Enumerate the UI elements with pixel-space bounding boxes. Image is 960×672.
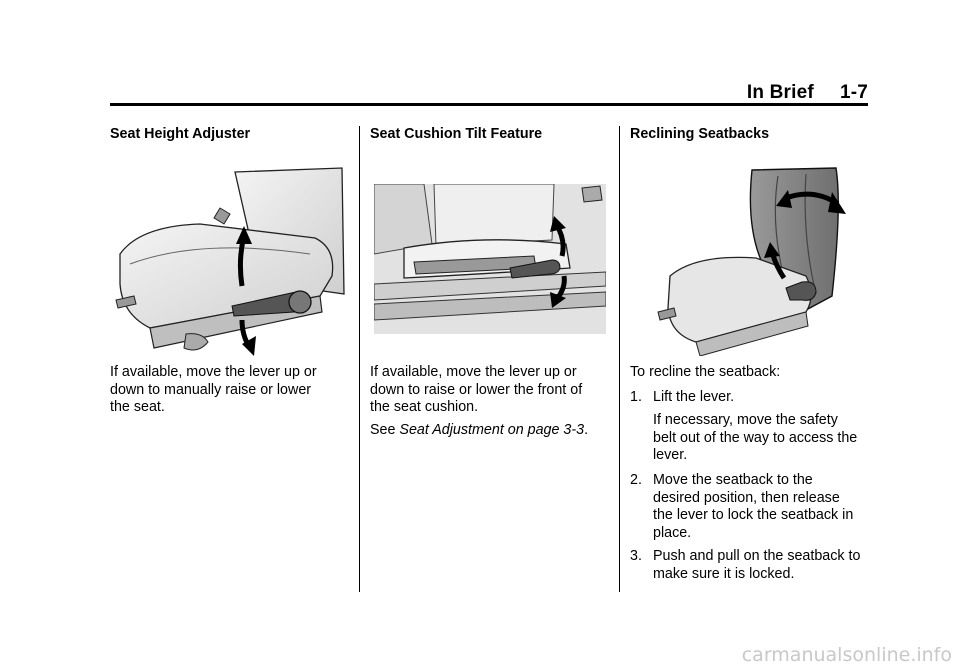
text-line: the seat cushion. [370,399,479,415]
step-text-line: Lift the lever. [653,389,735,405]
text-line: If available, move the lever up or [370,364,577,380]
section-title-seat-cushion-tilt: Seat Cushion Tilt Feature [370,126,543,142]
step-2 [630,472,868,542]
step-number: 3. [630,548,642,564]
step-number: 1. [630,389,642,405]
column-seat-height [110,126,348,415]
seat-cushion-tilt-illustration [374,184,606,334]
see-prefix: See [370,422,400,438]
text-line: down to manually raise or lower [110,381,312,398]
column-divider-2 [619,126,620,592]
step-number: 2. [630,472,642,488]
step-3 [630,548,868,583]
step-text-line: make sure it is locked. [653,565,795,582]
text-line: down to raise or lower the front of [370,381,583,398]
step-1-note [653,412,868,465]
seat-height-text [110,364,348,417]
column-divider-1 [359,126,360,592]
text-line: If available, move the lever up or [110,364,317,380]
section-title-seat-height: Seat Height Adjuster [110,126,251,142]
step-1 [630,389,868,407]
text-line: belt out of the way to access the [653,429,858,446]
header-section: In Brief [746,82,814,103]
reclining-seatback-illustration [656,166,852,356]
see-reference-link[interactable]: Seat Adjustment on page 3-3 [399,422,585,438]
text-line: the seat. [110,399,165,415]
step-text-line: Push and pull on the seatback to [653,548,861,564]
section-title-reclining-seatbacks: Reclining Seatbacks [630,126,770,142]
column-seat-cushion-tilt [370,126,608,438]
column-reclining-seatbacks [630,126,868,582]
step-text-line: desired position, then release [653,489,840,506]
see-suffix: . [584,422,589,438]
step-text-line: place. [653,524,692,541]
seat-height-illustration [110,164,346,360]
step-text-line: Move the seatback to the [653,472,813,488]
header-page-number: 1-7 [839,82,868,103]
watermark: carmanualsonline.info [741,644,952,666]
text-line: lever. [653,447,688,463]
cross-reference [370,422,608,440]
seat-cushion-tilt-text [370,364,608,417]
step-text-line: the lever to lock the seatback in [653,507,854,523]
text-line: If necessary, move the safety [653,412,838,428]
recline-intro: To recline the seatback: [630,364,781,380]
header-rule [110,103,868,106]
header-title [747,82,868,104]
